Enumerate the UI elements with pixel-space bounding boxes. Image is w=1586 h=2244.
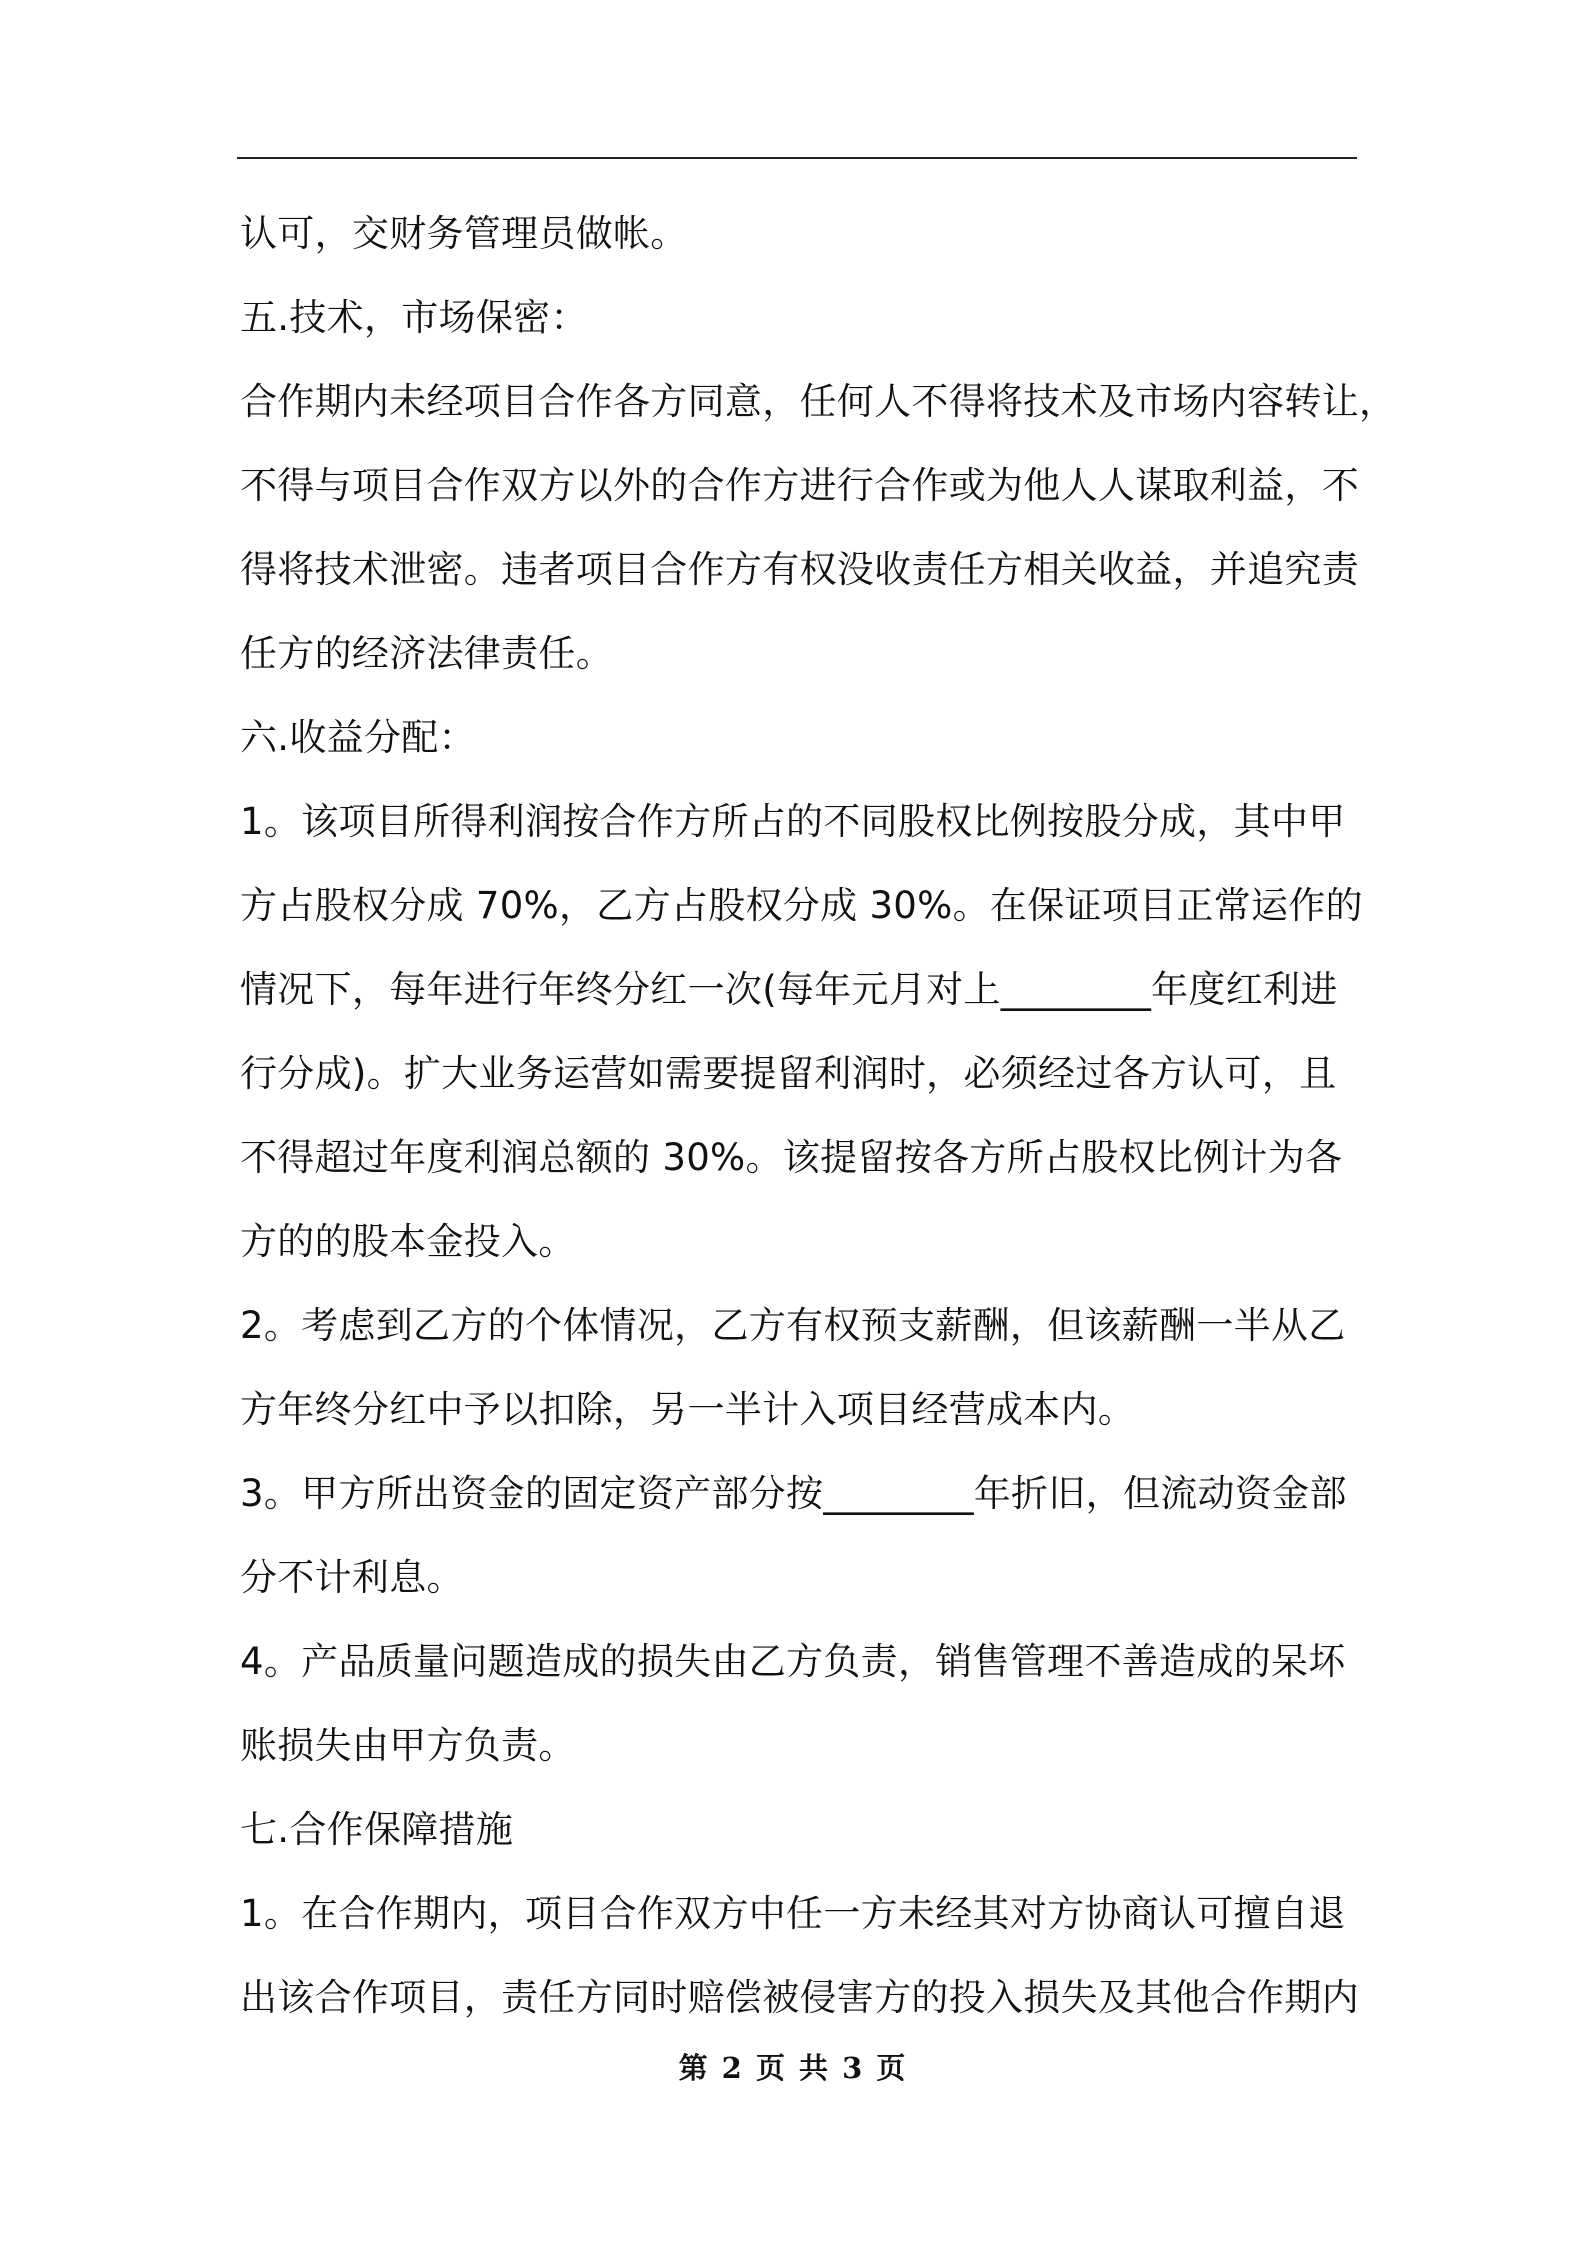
section-heading-6: 六.收益分配： bbox=[240, 716, 476, 759]
section-heading-5: 五.技术，市场保密： bbox=[240, 296, 588, 339]
header-rule bbox=[237, 157, 1357, 159]
body-line: 出该合作项目，责任方同时赔偿被侵害方的投入损失及其他合作期内 bbox=[240, 1976, 1359, 2019]
body-line: 1。该项目所得利润按合作方所占的不同股权比例按股分成，其中甲 bbox=[240, 800, 1346, 843]
document-body bbox=[240, 192, 1397, 2040]
body-line: 3。甲方所出资金的固定资产部分按________年折旧，但流动资金部 bbox=[240, 1472, 1347, 1515]
body-line: 账损失由甲方负责。 bbox=[240, 1724, 576, 1767]
section-heading-7: 七.合作保障措施 bbox=[240, 1808, 514, 1851]
body-line: 认可，交财务管理员做帐。 bbox=[240, 212, 688, 255]
body-line: 不得与项目合作双方以外的合作方进行合作或为他人人谋取利益，不 bbox=[240, 464, 1359, 507]
body-line: 4。产品质量问题造成的损失由乙方负责，销售管理不善造成的呆坏 bbox=[240, 1640, 1346, 1683]
body-line: 方年终分红中予以扣除，另一半计入项目经营成本内。 bbox=[240, 1388, 1136, 1431]
body-line: 2。考虑到乙方的个体情况，乙方有权预支薪酬，但该薪酬一半从乙 bbox=[240, 1304, 1346, 1347]
body-line: 方的的股本金投入。 bbox=[240, 1220, 576, 1263]
page-number-footer: 第 2 页 共 3 页 bbox=[678, 2051, 908, 2085]
body-line: 得将技术泄密。违者项目合作方有权没收责任方相关收益，并追究责 bbox=[240, 548, 1359, 591]
body-line: 方占股权分成 70%，乙方占股权分成 30%。在保证项目正常运作的 bbox=[240, 884, 1363, 927]
body-line: 分不计利息。 bbox=[240, 1556, 464, 1599]
body-line: 1。在合作期内，项目合作双方中任一方未经其对方协商认可擅自退 bbox=[240, 1892, 1346, 1935]
body-line: 合作期内未经项目合作各方同意，任何人不得将技术及市场内容转让， bbox=[240, 380, 1397, 423]
body-line: 任方的经济法律责任。 bbox=[240, 632, 613, 675]
body-line: 不得超过年度利润总额的 30%。该提留按各方所占股权比例计为各 bbox=[240, 1136, 1343, 1179]
body-line: 情况下，每年进行年终分红一次(每年元月对上________年度红利进 bbox=[240, 968, 1338, 1011]
body-line: 行分成)。扩大业务运营如需要提留利润时，必须经过各方认可，且 bbox=[240, 1052, 1337, 1095]
